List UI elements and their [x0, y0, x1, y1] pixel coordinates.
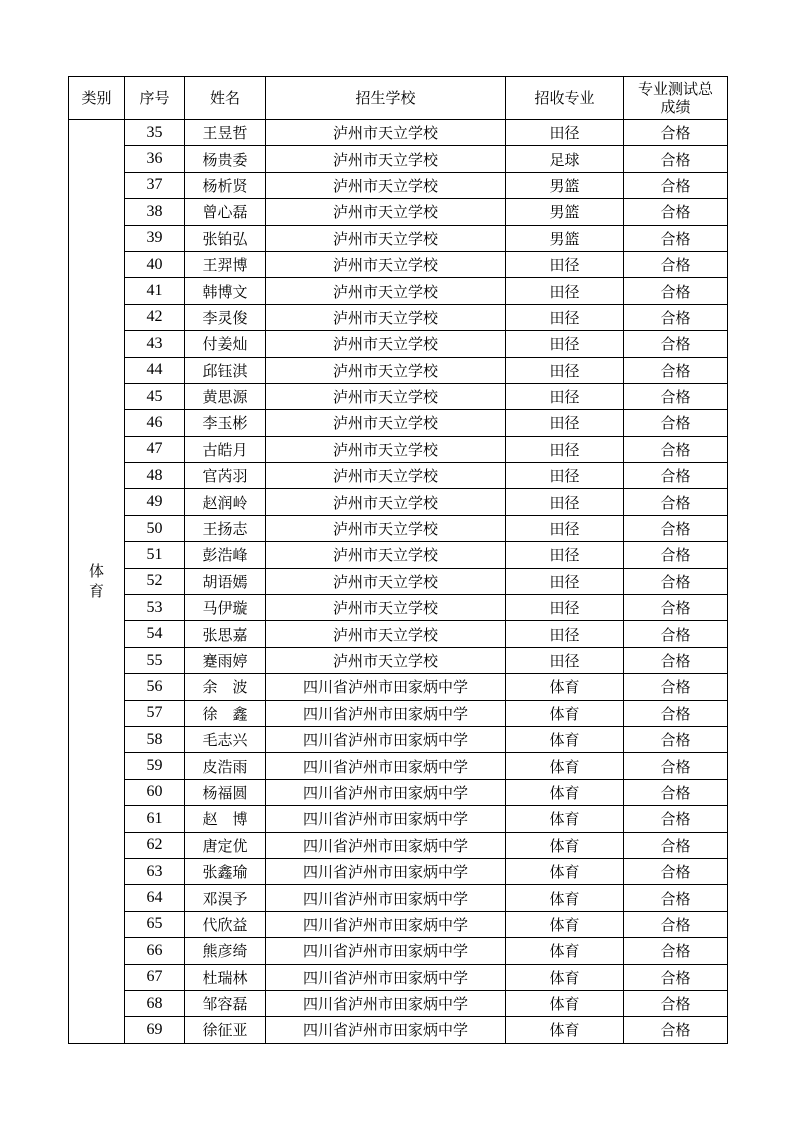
table-row: [69, 885, 728, 911]
table-row: [69, 357, 728, 383]
score-cell: 合格: [624, 779, 728, 805]
index-cell: 67: [125, 964, 185, 990]
score-cell: 合格: [624, 700, 728, 726]
index-cell: 37: [125, 172, 185, 198]
index-cell: 60: [125, 779, 185, 805]
index-cell: 51: [125, 542, 185, 568]
table-row: [69, 515, 728, 541]
name-cell: 徐征亚: [185, 1017, 266, 1043]
score-cell: 合格: [624, 515, 728, 541]
major-cell: 体育: [506, 964, 624, 990]
index-cell: 56: [125, 674, 185, 700]
table-row: [69, 832, 728, 858]
school-cell: 泸州市天立学校: [266, 199, 506, 225]
major-cell: 田径: [506, 357, 624, 383]
index-cell: 66: [125, 938, 185, 964]
name-cell: 毛志兴: [185, 726, 266, 752]
index-cell: 43: [125, 331, 185, 357]
index-cell: 53: [125, 595, 185, 621]
index-cell: 35: [125, 120, 185, 146]
major-cell: 田径: [506, 278, 624, 304]
category-cell: [69, 120, 125, 1044]
school-cell: 四川省泸州市田家炳中学: [266, 964, 506, 990]
table-row: [69, 621, 728, 647]
name-cell: 黄思源: [185, 383, 266, 409]
score-cell: 合格: [624, 674, 728, 700]
school-cell: 泸州市天立学校: [266, 251, 506, 277]
score-cell: 合格: [624, 489, 728, 515]
school-cell: 四川省泸州市田家炳中学: [266, 726, 506, 752]
school-cell: 四川省泸州市田家炳中学: [266, 858, 506, 884]
category-label: 体育: [89, 562, 105, 601]
header-category: 类别: [69, 77, 125, 120]
table-row: [69, 410, 728, 436]
score-cell: 合格: [624, 726, 728, 752]
admission-table: [68, 76, 728, 1044]
school-cell: 四川省泸州市田家炳中学: [266, 779, 506, 805]
index-cell: 45: [125, 383, 185, 409]
score-cell: 合格: [624, 172, 728, 198]
index-cell: 52: [125, 568, 185, 594]
name-cell: 邹容磊: [185, 990, 266, 1016]
name-cell: 代欣益: [185, 911, 266, 937]
school-cell: 泸州市天立学校: [266, 172, 506, 198]
table-row: [69, 146, 728, 172]
table-row: [69, 858, 728, 884]
name-cell: 蹇雨婷: [185, 647, 266, 673]
index-cell: 38: [125, 199, 185, 225]
major-cell: 体育: [506, 990, 624, 1016]
score-cell: 合格: [624, 568, 728, 594]
name-cell: 曾心磊: [185, 199, 266, 225]
major-cell: 田径: [506, 120, 624, 146]
school-cell: 泸州市天立学校: [266, 278, 506, 304]
table-row: [69, 463, 728, 489]
major-cell: 田径: [506, 568, 624, 594]
score-cell: 合格: [624, 146, 728, 172]
school-cell: 泸州市天立学校: [266, 621, 506, 647]
score-cell: 合格: [624, 885, 728, 911]
major-cell: 男篮: [506, 225, 624, 251]
table-row: [69, 489, 728, 515]
name-cell: 赵润岭: [185, 489, 266, 515]
index-cell: 62: [125, 832, 185, 858]
school-cell: 泸州市天立学校: [266, 357, 506, 383]
name-cell: 徐 鑫: [185, 700, 266, 726]
name-cell: 熊彦绮: [185, 938, 266, 964]
major-cell: 男篮: [506, 172, 624, 198]
index-cell: 44: [125, 357, 185, 383]
table-row: [69, 542, 728, 568]
table-row: [69, 990, 728, 1016]
major-cell: 男篮: [506, 199, 624, 225]
score-cell: 合格: [624, 964, 728, 990]
major-cell: 田径: [506, 542, 624, 568]
table-row: [69, 225, 728, 251]
major-cell: 体育: [506, 700, 624, 726]
table-row: [69, 911, 728, 937]
table-row: [69, 753, 728, 779]
index-cell: 64: [125, 885, 185, 911]
school-cell: 泸州市天立学校: [266, 225, 506, 251]
table-row: [69, 331, 728, 357]
name-cell: 邱钰淇: [185, 357, 266, 383]
index-cell: 42: [125, 304, 185, 330]
name-cell: 皮浩雨: [185, 753, 266, 779]
school-cell: 泸州市天立学校: [266, 436, 506, 462]
table-row: [69, 779, 728, 805]
name-cell: 杨贵委: [185, 146, 266, 172]
name-cell: 古皓月: [185, 436, 266, 462]
score-cell: 合格: [624, 199, 728, 225]
school-cell: 泸州市天立学校: [266, 304, 506, 330]
name-cell: 彭浩峰: [185, 542, 266, 568]
score-cell: 合格: [624, 938, 728, 964]
major-cell: 体育: [506, 806, 624, 832]
header-major: 招收专业: [506, 77, 624, 120]
table-row: [69, 806, 728, 832]
school-cell: 四川省泸州市田家炳中学: [266, 990, 506, 1016]
table-row: [69, 172, 728, 198]
major-cell: 田径: [506, 410, 624, 436]
major-cell: 田径: [506, 331, 624, 357]
name-cell: 张思嘉: [185, 621, 266, 647]
name-cell: 李灵俊: [185, 304, 266, 330]
name-cell: 杨福圆: [185, 779, 266, 805]
school-cell: 四川省泸州市田家炳中学: [266, 832, 506, 858]
school-cell: 泸州市天立学校: [266, 542, 506, 568]
score-cell: 合格: [624, 858, 728, 884]
score-cell: 合格: [624, 647, 728, 673]
major-cell: 田径: [506, 489, 624, 515]
major-cell: 体育: [506, 885, 624, 911]
major-cell: 体育: [506, 674, 624, 700]
table-row: [69, 304, 728, 330]
index-cell: 50: [125, 515, 185, 541]
name-cell: 张铂弘: [185, 225, 266, 251]
header-score-text: 专业测试总成绩: [638, 80, 714, 116]
table-body: [69, 120, 728, 1044]
score-cell: 合格: [624, 1017, 728, 1043]
school-cell: 四川省泸州市田家炳中学: [266, 753, 506, 779]
major-cell: 田径: [506, 647, 624, 673]
major-cell: 体育: [506, 938, 624, 964]
school-cell: 泸州市天立学校: [266, 463, 506, 489]
table-row: [69, 383, 728, 409]
school-cell: 泸州市天立学校: [266, 410, 506, 436]
score-cell: 合格: [624, 990, 728, 1016]
table-row: [69, 199, 728, 225]
school-cell: 泸州市天立学校: [266, 489, 506, 515]
name-cell: 马伊璇: [185, 595, 266, 621]
name-cell: 杜瑞林: [185, 964, 266, 990]
school-cell: 四川省泸州市田家炳中学: [266, 885, 506, 911]
table-row: [69, 120, 728, 146]
name-cell: 杨析贤: [185, 172, 266, 198]
name-cell: 付姜灿: [185, 331, 266, 357]
header-school: 招生学校: [266, 77, 506, 120]
score-cell: 合格: [624, 911, 728, 937]
school-cell: 泸州市天立学校: [266, 515, 506, 541]
score-cell: 合格: [624, 225, 728, 251]
name-cell: 李玉彬: [185, 410, 266, 436]
major-cell: 田径: [506, 304, 624, 330]
school-cell: 泸州市天立学校: [266, 146, 506, 172]
major-cell: 体育: [506, 753, 624, 779]
major-cell: 田径: [506, 595, 624, 621]
index-cell: 39: [125, 225, 185, 251]
table-row: [69, 700, 728, 726]
index-cell: 47: [125, 436, 185, 462]
table-row: [69, 595, 728, 621]
name-cell: 王昱哲: [185, 120, 266, 146]
major-cell: 足球: [506, 146, 624, 172]
school-cell: 四川省泸州市田家炳中学: [266, 700, 506, 726]
index-cell: 54: [125, 621, 185, 647]
major-cell: 体育: [506, 726, 624, 752]
school-cell: 四川省泸州市田家炳中学: [266, 806, 506, 832]
index-cell: 36: [125, 146, 185, 172]
name-cell: 王羿博: [185, 251, 266, 277]
score-cell: 合格: [624, 806, 728, 832]
major-cell: 体育: [506, 1017, 624, 1043]
major-cell: 田径: [506, 515, 624, 541]
index-cell: 48: [125, 463, 185, 489]
score-cell: 合格: [624, 595, 728, 621]
table-row: [69, 647, 728, 673]
index-cell: 40: [125, 251, 185, 277]
header-index: 序号: [125, 77, 185, 120]
table-row: [69, 436, 728, 462]
name-cell: 胡语嫣: [185, 568, 266, 594]
index-cell: 61: [125, 806, 185, 832]
index-cell: 41: [125, 278, 185, 304]
table-row: [69, 674, 728, 700]
score-cell: 合格: [624, 436, 728, 462]
name-cell: 唐定优: [185, 832, 266, 858]
index-cell: 65: [125, 911, 185, 937]
major-cell: 体育: [506, 779, 624, 805]
header-score: [624, 77, 728, 120]
major-cell: 田径: [506, 463, 624, 489]
header-row: [69, 77, 728, 120]
score-cell: 合格: [624, 832, 728, 858]
table-row: [69, 964, 728, 990]
score-cell: 合格: [624, 304, 728, 330]
index-cell: 68: [125, 990, 185, 1016]
index-cell: 55: [125, 647, 185, 673]
school-cell: 四川省泸州市田家炳中学: [266, 1017, 506, 1043]
index-cell: 46: [125, 410, 185, 436]
school-cell: 四川省泸州市田家炳中学: [266, 938, 506, 964]
score-cell: 合格: [624, 120, 728, 146]
table-row: [69, 251, 728, 277]
index-cell: 58: [125, 726, 185, 752]
index-cell: 59: [125, 753, 185, 779]
school-cell: 四川省泸州市田家炳中学: [266, 674, 506, 700]
name-cell: 韩博文: [185, 278, 266, 304]
table-row: [69, 568, 728, 594]
school-cell: 泸州市天立学校: [266, 331, 506, 357]
table-row: [69, 278, 728, 304]
school-cell: 泸州市天立学校: [266, 595, 506, 621]
name-cell: 余 波: [185, 674, 266, 700]
school-cell: 四川省泸州市田家炳中学: [266, 911, 506, 937]
major-cell: 田径: [506, 383, 624, 409]
index-cell: 69: [125, 1017, 185, 1043]
score-cell: 合格: [624, 410, 728, 436]
major-cell: 体育: [506, 911, 624, 937]
name-cell: 王扬志: [185, 515, 266, 541]
name-cell: 邓淏予: [185, 885, 266, 911]
school-cell: 泸州市天立学校: [266, 383, 506, 409]
school-cell: 泸州市天立学校: [266, 647, 506, 673]
table-row: [69, 938, 728, 964]
major-cell: 体育: [506, 832, 624, 858]
table-row: [69, 1017, 728, 1043]
major-cell: 田径: [506, 621, 624, 647]
major-cell: 体育: [506, 858, 624, 884]
school-cell: 泸州市天立学校: [266, 568, 506, 594]
index-cell: 49: [125, 489, 185, 515]
score-cell: 合格: [624, 278, 728, 304]
score-cell: 合格: [624, 331, 728, 357]
score-cell: 合格: [624, 542, 728, 568]
name-cell: 张鑫瑜: [185, 858, 266, 884]
header-name: 姓名: [185, 77, 266, 120]
score-cell: 合格: [624, 621, 728, 647]
major-cell: 田径: [506, 251, 624, 277]
score-cell: 合格: [624, 753, 728, 779]
school-cell: 泸州市天立学校: [266, 120, 506, 146]
score-cell: 合格: [624, 463, 728, 489]
name-cell: 官芮羽: [185, 463, 266, 489]
table-row: [69, 726, 728, 752]
score-cell: 合格: [624, 251, 728, 277]
score-cell: 合格: [624, 383, 728, 409]
major-cell: 田径: [506, 436, 624, 462]
index-cell: 63: [125, 858, 185, 884]
name-cell: 赵 博: [185, 806, 266, 832]
index-cell: 57: [125, 700, 185, 726]
score-cell: 合格: [624, 357, 728, 383]
